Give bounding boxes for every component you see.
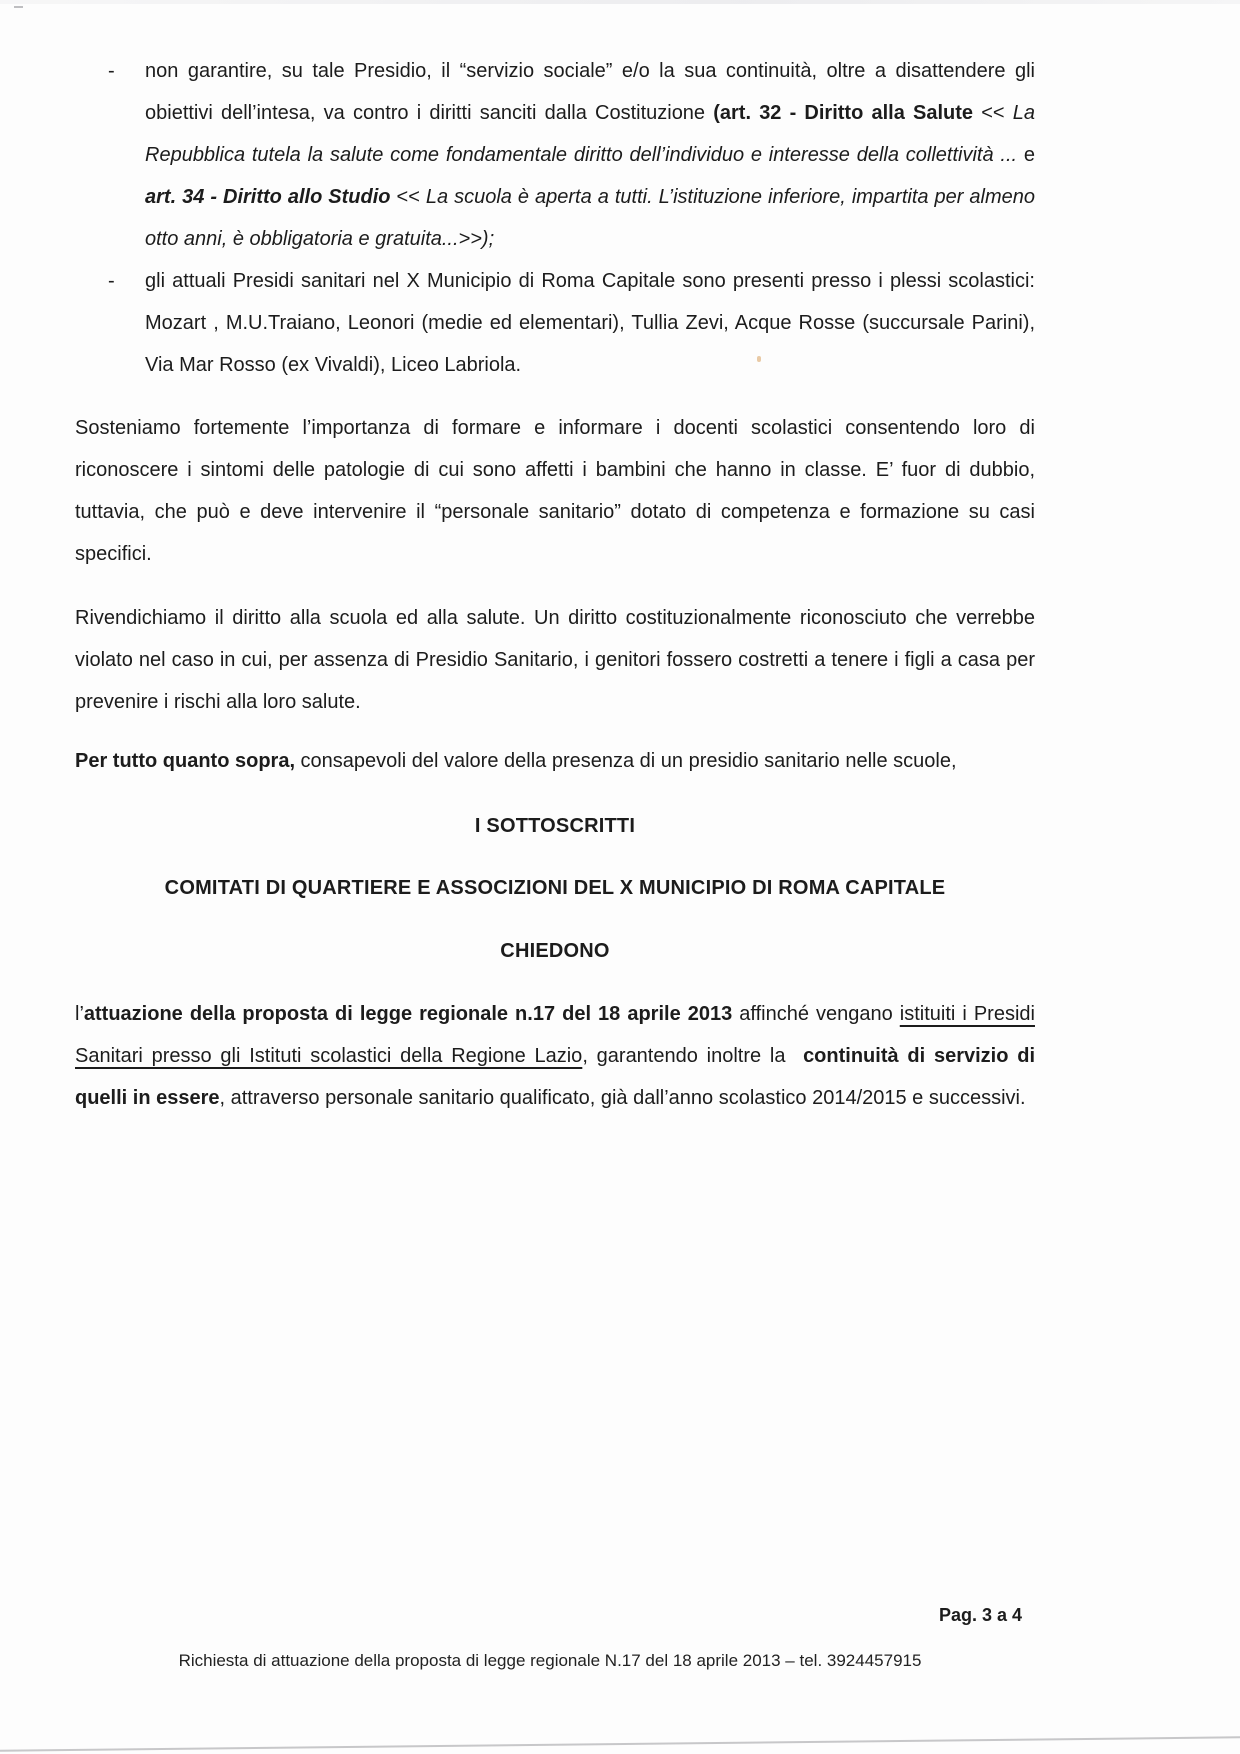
text-run: e: [1023, 144, 1035, 166]
text-run-bold: continuità di servizio di quelli in essere: [75, 1045, 1036, 1109]
document-body: [75, 50, 1035, 1119]
footer-text: Richiesta di attuazione della proposta di legge regionale N.17 del 18 aprile 2013 – tel. 3924457915: [178, 1651, 922, 1670]
text-run: l’: [75, 1003, 84, 1025]
text-run-underline: istituiti i Presidi Sanitari presso gli Istituti scolastici della Regione Lazio: [75, 1003, 1035, 1067]
text-run: non garantire, su tale Presidio, il “servizio sociale” e/o la sua continuità, oltre a disattendere gli obiettivi dell’intesa, va contro i diritti sanciti dalla Costituzione: [145, 60, 1035, 124]
heading-comitati: COMITATI DI QUARTIERE E ASSOCIZIONI DEL X MUNICIPIO DI ROMA CAPITALE: [164, 877, 946, 899]
bullet-text: gli attuali Presidi sanitari nel X Municipio di Roma Capitale sono presenti presso i plessi scolastici: Mozart , M.U.Traiano, Leonori (medie ed elementari), Tullia Zevi, Acque Rosse (succursale Parini), Via Mar Rosso (ex Vivaldi), Liceo Labriola.: [145, 270, 1035, 376]
text-run: <<: [390, 186, 426, 208]
text-run: , garantendo inoltre la: [582, 1045, 804, 1067]
page-number: Pag. 3 a 4: [938, 1605, 1022, 1625]
heading-chiedono: CHIEDONO: [500, 940, 610, 962]
heading-sottoscritti: I SOTTOSCRITTI: [474, 815, 636, 837]
paragraph-rivendichiamo: Rivendichiamo il diritto alla scuola ed alla salute. Un diritto costituzionalmente riconosciuto che verrebbe violato nel caso in cui, per assenza di Presidio Sanitario, i genitori fossero costretti a tenere i figli a casa per prevenire i rischi alla loro salute.: [75, 607, 1035, 713]
text-run: <<: [973, 102, 1013, 124]
paragraph-per-tutto: [75, 740, 1035, 782]
text-run: , attraverso personale sanitario qualificato, già dall’anno scolastico 2014/2015 e successivi.: [219, 1087, 1026, 1109]
text-run-bold: Per tutto quanto sopra,: [75, 750, 295, 772]
scan-corner-mark: [14, 6, 23, 8]
text-run-italic: La Repubblica tutela la salute come fondamentale diritto dell’individuo e interesse della collettività ...: [145, 102, 1035, 166]
text-run-bold: attuazione della proposta di legge regionale n.17 del 18 aprile 2013: [83, 1003, 733, 1025]
text-run: affinché vengano: [732, 1003, 900, 1025]
paragraph-sosteniamo: Sosteniamo fortemente l’importanza di formare e informare i docenti scolastici consentendo loro di riconoscere i sintomi delle patologie di cui sono affetti i bambini che hanno in classe. E’ fuor di dubbio, tuttavia, che può e deve intervenire il “personale sanitario” dotato di competenza e formazione su casi specifici.: [75, 417, 1035, 565]
text-run-bold: (art. 32 - Diritto alla Salute: [713, 102, 974, 124]
scan-bottom-edge: [0, 1736, 1240, 1751]
scan-speck: [757, 356, 761, 362]
bullet-dash: -: [108, 60, 115, 82]
paragraph-richiesta: [75, 993, 1035, 1119]
list-item: [75, 50, 1035, 260]
bullet-text: [145, 50, 1035, 260]
text-run: consapevoli del valore della presenza di un presidio sanitario nelle scuole,: [295, 750, 957, 772]
list-item: [75, 260, 1035, 386]
text-run-italic: La scuola è aperta a tutti. L’istituzione inferiore, impartita per almeno otto anni, è obbligatoria e gratuita...>>);: [145, 186, 1035, 250]
bullet-dash: -: [108, 270, 115, 292]
text-run-bold-italic: art. 34 - Diritto allo Studio: [145, 186, 391, 208]
scan-top-edge: [0, 0, 1240, 4]
